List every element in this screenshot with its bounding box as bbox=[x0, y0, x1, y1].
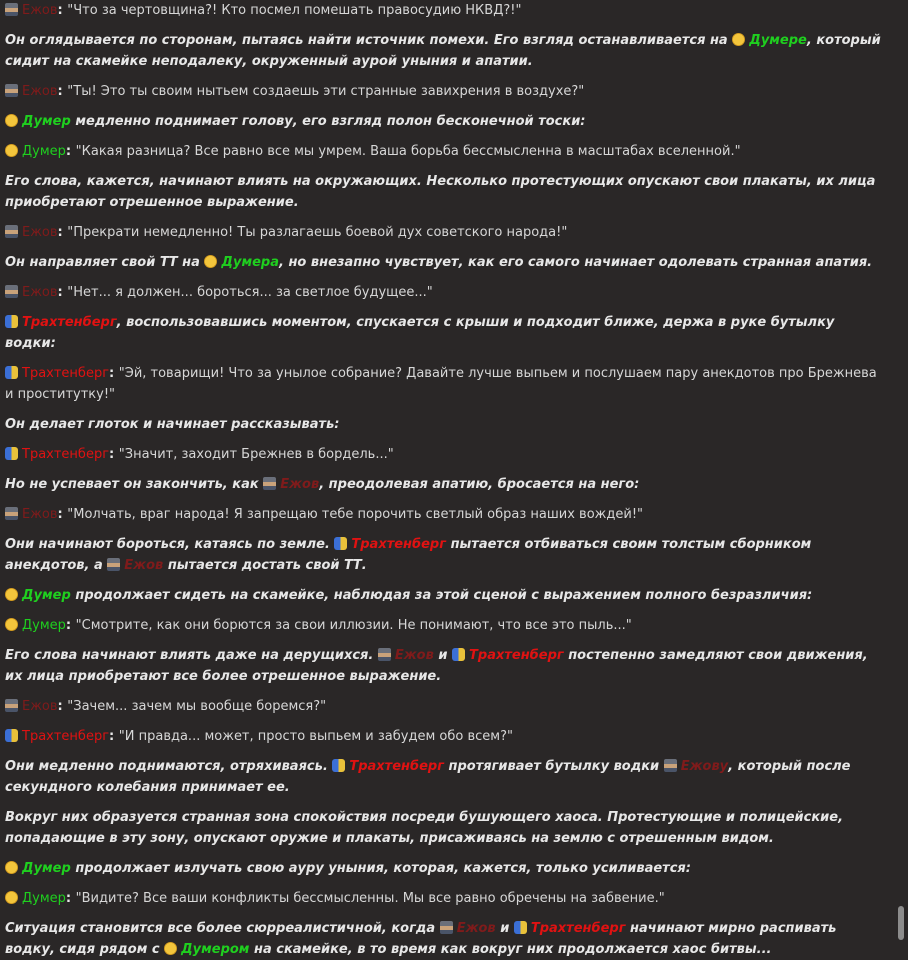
chat-message: Ежов: "Нет... я должен... бороться... за светлое будущее..." bbox=[5, 282, 888, 303]
speaker-ezhov[interactable]: Ежов bbox=[22, 507, 58, 522]
narration: Но не успевает он закончить, как Ежов, преодолевая апатию, бросается на него: bbox=[5, 477, 640, 492]
narration: Он направляет свой ТТ на Думера, но внезапно чувствует, как его самого начинает одолевать странная апатия. bbox=[5, 255, 873, 270]
police-officer-emoji-icon bbox=[107, 558, 120, 571]
police-officer-emoji-icon bbox=[440, 921, 453, 934]
narration: Они медленно поднимаются, отряхиваясь. Трахтенберг протягивает бутылку водки Ежову, который после секундного колебания принимает ее. bbox=[5, 759, 851, 795]
chat-message: Трахтенберг: "Значит, заходит Брежнев в бордель..." bbox=[5, 444, 888, 465]
mention-trakhtenberg[interactable]: Трахтенберг bbox=[349, 759, 444, 774]
speaker-trakhtenberg[interactable]: Трахтенберг bbox=[22, 366, 110, 381]
police-officer-emoji-icon bbox=[5, 507, 18, 520]
mention-dumer[interactable]: Думера bbox=[221, 255, 279, 270]
theater-masks-icon bbox=[5, 366, 18, 379]
speaker-ezhov[interactable]: Ежов bbox=[22, 84, 58, 99]
mention-ezhov[interactable]: Ежову bbox=[680, 759, 729, 774]
speaker-dumer[interactable]: Думер bbox=[22, 891, 66, 906]
mention-trakhtenberg[interactable]: Трахтенберг bbox=[469, 648, 564, 663]
pensive-face-icon bbox=[5, 144, 18, 157]
theater-masks-icon bbox=[334, 537, 347, 550]
pensive-face-icon bbox=[204, 255, 217, 268]
chat-message: Ежов: "Что за чертовщина?! Кто посмел помешать правосудию НКВД?!" bbox=[5, 0, 888, 21]
chat-message: Ежов: "Ты! Это ты своим нытьем создаешь эти странные завихрения в воздухе?" bbox=[5, 81, 888, 102]
narration: Его слова начинают влиять даже на дерущихся. Ежов и Трахтенберг постепенно замедляют свои движения, их лица приобретают все более отрешенное выражение. bbox=[5, 648, 868, 684]
mention-dumer[interactable]: Думере bbox=[749, 33, 807, 48]
narration: Думер продолжает сидеть на скамейке, наблюдая за этой сценой с выражением полного безразличия: bbox=[5, 585, 888, 606]
mention-trakhtenberg[interactable]: Трахтенберг bbox=[22, 315, 117, 330]
narration: Ситуация становится все более сюрреалистичной, когда Ежов и Трахтенберг начинают мирно распивать водку, сидя рядом с Думером на скамейке, в то время как вокруг них продолжается хаос битвы... bbox=[5, 921, 837, 957]
pensive-face-icon bbox=[5, 891, 18, 904]
theater-masks-icon bbox=[332, 759, 345, 772]
chat-message: Ежов: "Молчать, враг народа! Я запрещаю тебе порочить светлый образ наших вождей!" bbox=[5, 504, 888, 525]
narration: Думер медленно поднимает голову, его взгляд полон бесконечной тоски: bbox=[5, 111, 888, 132]
mention-trakhtenberg[interactable]: Трахтенберг bbox=[530, 921, 626, 936]
theater-masks-icon bbox=[5, 447, 18, 460]
speaker-ezhov[interactable]: Ежов bbox=[22, 225, 58, 240]
theater-masks-icon bbox=[5, 729, 18, 742]
chat-message: Трахтенберг: "Эй, товарищи! Что за унылое собрание? Давайте лучше выпьем и послушаем пару анекдотов про Брежнева и проститутку!" bbox=[5, 366, 877, 402]
narration: Думер продолжает излучать свою ауру уныния, которая, кажется, только усиливается: bbox=[5, 858, 888, 879]
speaker-ezhov[interactable]: Ежов bbox=[22, 3, 58, 18]
police-officer-emoji-icon bbox=[664, 759, 677, 772]
speaker-trakhtenberg[interactable]: Трахтенберг bbox=[22, 447, 110, 462]
pensive-face-icon bbox=[164, 942, 177, 955]
police-officer-emoji-icon bbox=[5, 3, 18, 16]
pensive-face-icon bbox=[5, 618, 18, 631]
theater-masks-icon bbox=[5, 315, 18, 328]
scrollbar[interactable] bbox=[896, 0, 904, 942]
pensive-face-icon bbox=[5, 114, 18, 127]
theater-masks-icon bbox=[452, 648, 465, 661]
theater-masks-icon bbox=[514, 921, 527, 934]
police-officer-emoji-icon bbox=[5, 285, 18, 298]
chat-message: Думер: "Видите? Все ваши конфликты бессмысленны. Мы все равно обречены на забвение." bbox=[5, 888, 888, 909]
mention-dumer[interactable]: Думером bbox=[181, 942, 250, 957]
mention-dumer[interactable]: Думер bbox=[22, 861, 71, 876]
narration: Они начинают бороться, катаясь по земле. Трахтенберг пытается отбиваться своим толстым сборником анекдотов, а Ежов пытается достать свой ТТ. bbox=[5, 537, 812, 573]
chat-message: Ежов: "Прекрати немедленно! Ты разлагаешь боевой дух советского народа!" bbox=[5, 222, 888, 243]
mention-dumer[interactable]: Думер bbox=[22, 588, 71, 603]
narration: Он оглядывается по сторонам, пытаясь найти источник помехи. Его взгляд останавливается на Думере, который сидит на скамейке неподалеку, окруженный аурой уныния и апатии. bbox=[5, 33, 881, 69]
narration: Трахтенберг, воспользовавшись моментом, спускается с крыши и подходит ближе, держа в руке бутылку водки: bbox=[5, 315, 835, 351]
mention-trakhtenberg[interactable]: Трахтенберг bbox=[351, 537, 447, 552]
speaker-ezhov[interactable]: Ежов bbox=[22, 285, 58, 300]
pensive-face-icon bbox=[5, 861, 18, 874]
speaker-trakhtenberg[interactable]: Трахтенберг bbox=[22, 729, 110, 744]
mention-ezhov[interactable]: Ежов bbox=[124, 558, 164, 573]
mention-ezhov[interactable]: Ежов bbox=[456, 921, 496, 936]
narration: Его слова, кажется, начинают влиять на окружающих. Несколько протестующих опускают свои плакаты, их лица приобретают отрешенное выражение. bbox=[5, 174, 876, 210]
police-officer-emoji-icon bbox=[5, 699, 18, 712]
speaker-dumer[interactable]: Думер bbox=[22, 144, 66, 159]
speaker-dumer[interactable]: Думер bbox=[22, 618, 66, 633]
mention-dumer[interactable]: Думер bbox=[22, 114, 71, 129]
chat-message: Трахтенберг: "И правда... может, просто выпьем и забудем обо всем?" bbox=[5, 726, 888, 747]
speaker-ezhov[interactable]: Ежов bbox=[22, 699, 58, 714]
pensive-face-icon bbox=[5, 588, 18, 601]
mention-ezhov[interactable]: Ежов bbox=[394, 648, 434, 663]
police-officer-emoji-icon bbox=[5, 225, 18, 238]
pensive-face-icon bbox=[732, 33, 745, 46]
police-officer-emoji-icon bbox=[378, 648, 391, 661]
chat-message: Думер: "Какая разница? Все равно все мы умрем. Ваша борьба бессмысленна в масштабах вселенной." bbox=[5, 141, 888, 162]
chat-message: Думер: "Смотрите, как они борются за свои иллюзии. Не понимают, что все это пыль..." bbox=[5, 615, 888, 636]
chat-message: Ежов: "Зачем... зачем мы вообще боремся?" bbox=[5, 696, 888, 717]
narration: Вокруг них образуется странная зона спокойствия посреди бушующего хаоса. Протестующие и полицейские, попадающие в эту зону, опускают оружие и плакаты, присаживаясь на землю с отрешенным видом. bbox=[5, 810, 844, 846]
police-officer-emoji-icon bbox=[5, 84, 18, 97]
mention-ezhov[interactable]: Ежов bbox=[280, 477, 320, 492]
scrollbar-thumb[interactable] bbox=[898, 906, 904, 940]
narration: Он делает глоток и начинает рассказывать: bbox=[5, 417, 340, 432]
police-officer-emoji-icon bbox=[263, 477, 276, 490]
